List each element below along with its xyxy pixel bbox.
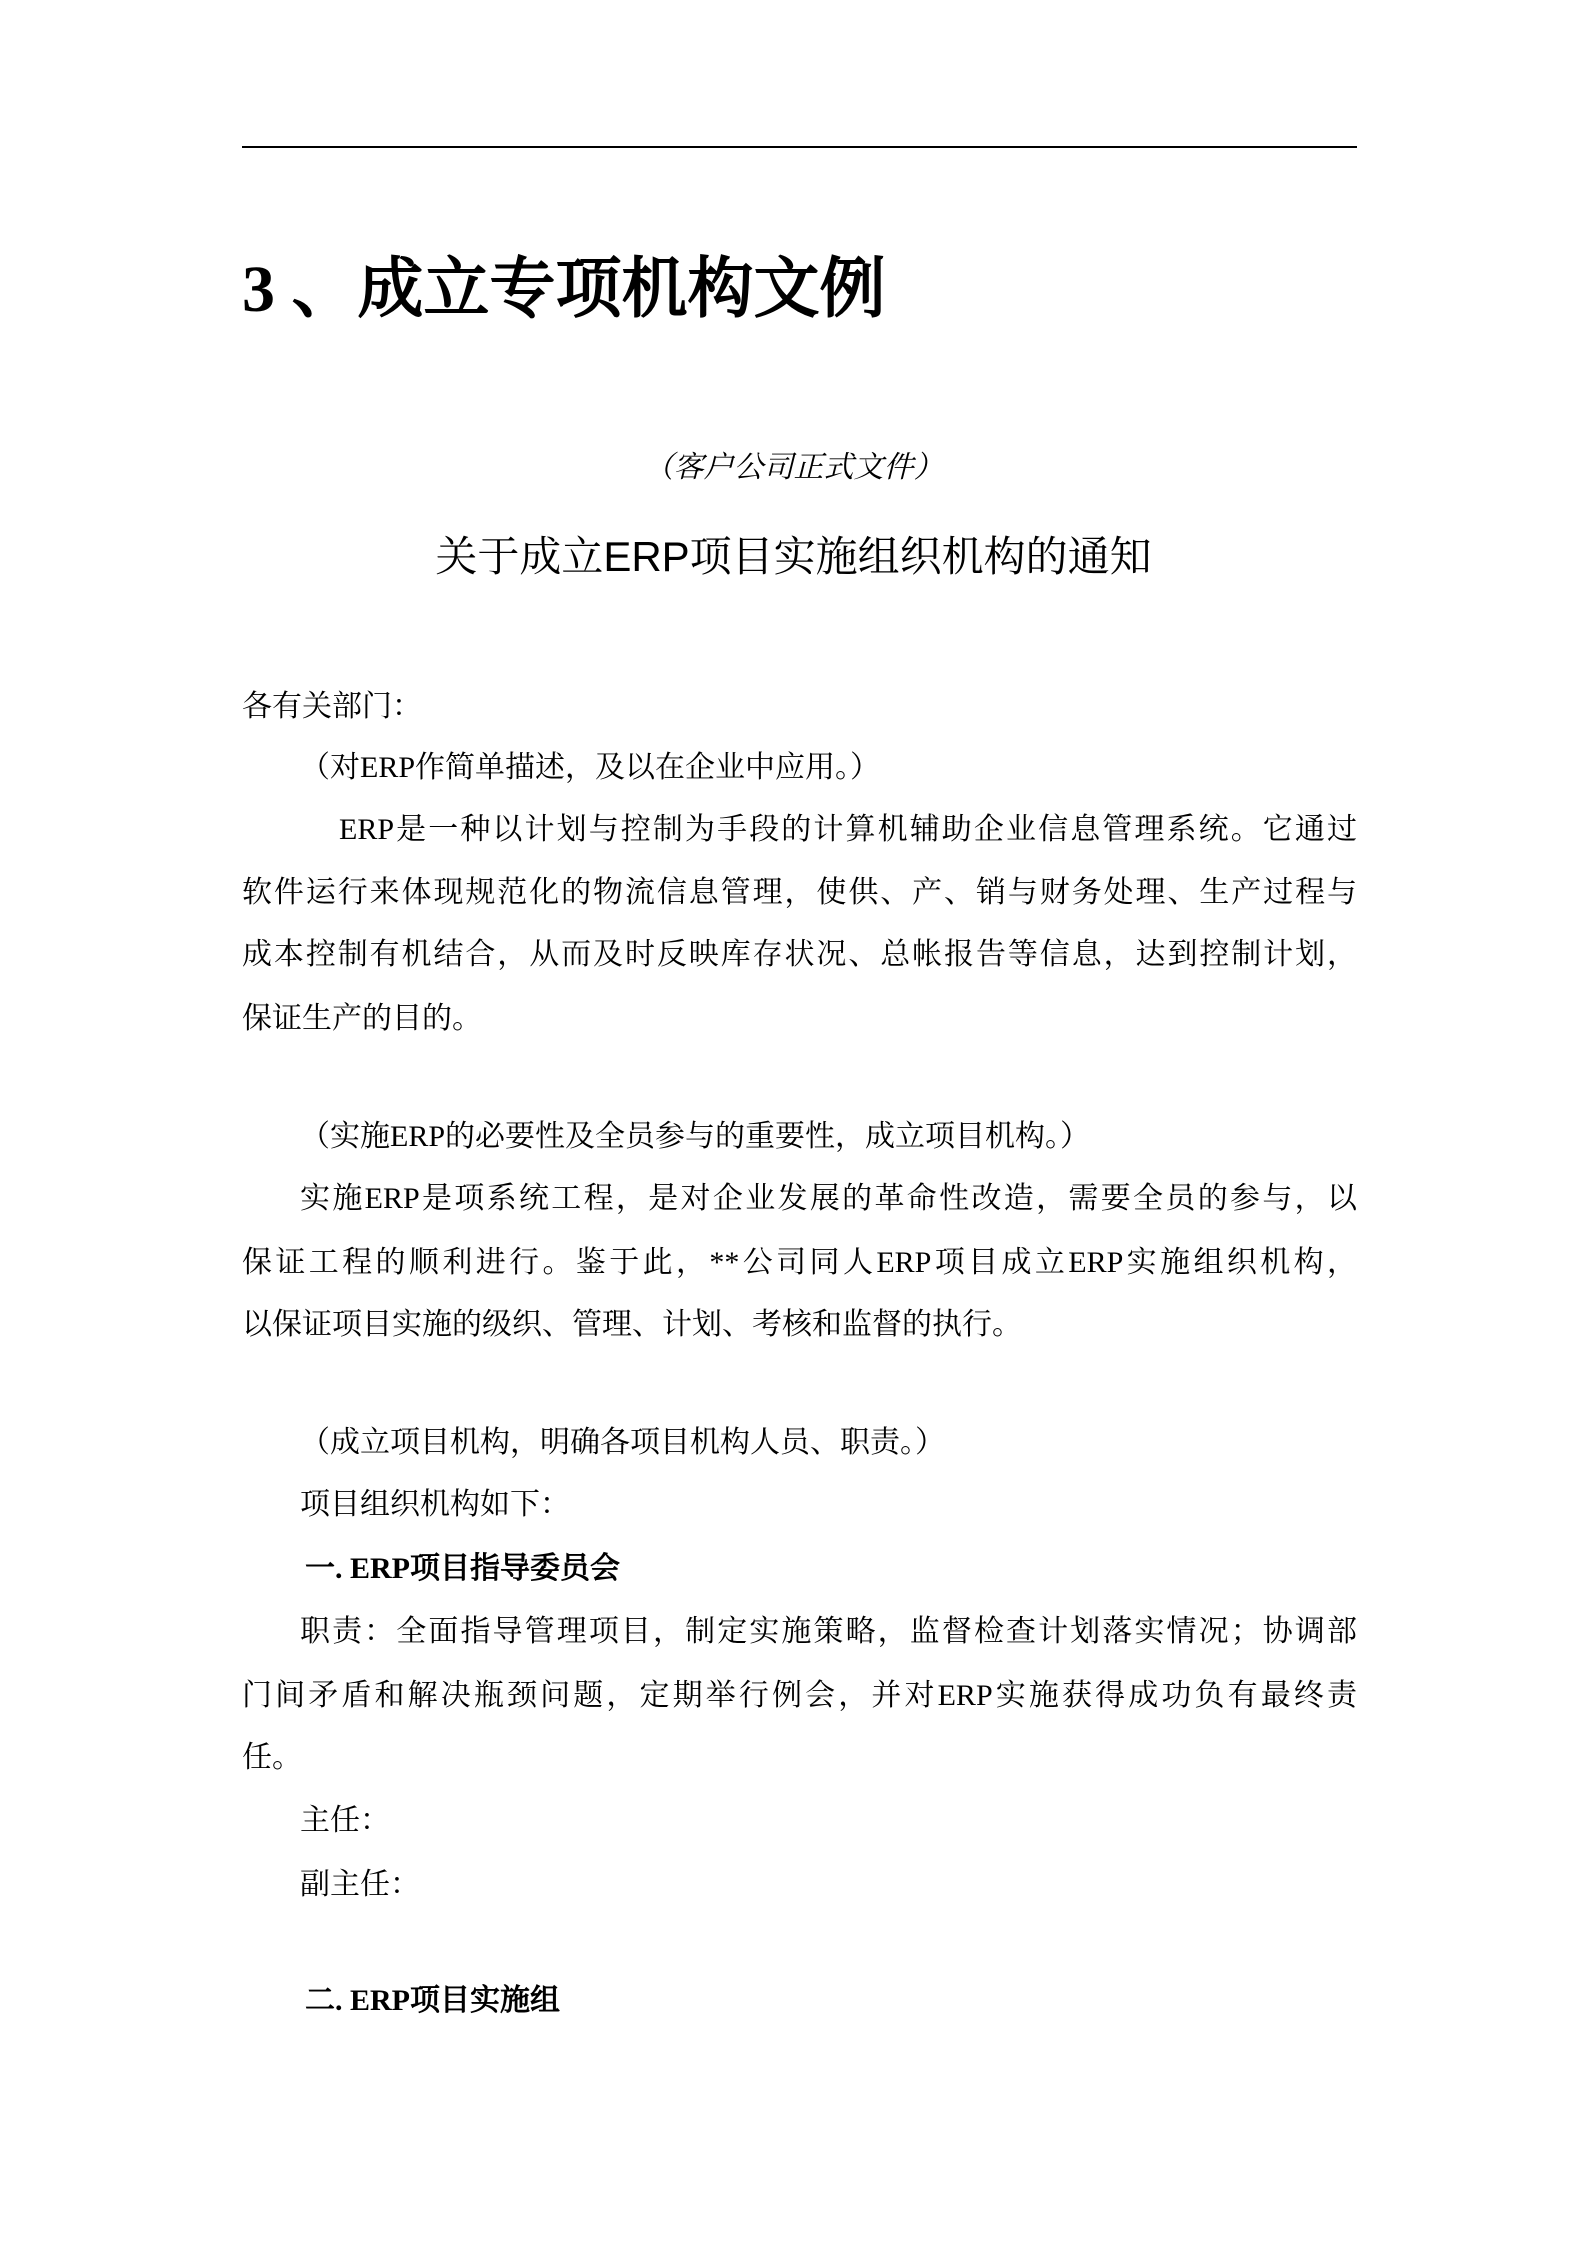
- note-erp-description: （对ERP作简单描述，及以在企业中应用。）: [300, 751, 881, 784]
- paragraph-line: 成本控制有机结合，从而及时反映库存状况、总帐报告等信息，达到控制计划，: [242, 938, 1357, 971]
- section2-title: 二. ERP项目实施组: [305, 1984, 560, 2017]
- paragraph-line: 任。: [242, 1741, 302, 1774]
- paragraph-line: 实施ERP是项系统工程，是对企业发展的革命性改造，需要全员的参与，以: [300, 1182, 1357, 1215]
- paragraph-line: 保证工程的顺利进行。鉴于此，**公司同人ERP项目成立ERP实施组织机构，: [242, 1246, 1357, 1279]
- director-label: 主任：: [300, 1804, 390, 1837]
- section-heading: 3 、成立专项机构文例: [242, 253, 886, 326]
- note-organization: （成立项目机构，明确各项目机构人员、职责。）: [300, 1426, 945, 1459]
- paragraph-line: ERP是一种以计划与控制为手段的计算机辅助企业信息管理系统。它通过: [339, 813, 1357, 846]
- document-title: 关于成立ERP项目实施组织机构的通知: [435, 533, 1152, 580]
- paragraph-line: 门间矛盾和解决瓶颈问题，定期举行例会，并对ERP实施获得成功负有最终责: [242, 1679, 1357, 1712]
- header-rule: [242, 146, 1357, 148]
- deputy-director-label: 副主任：: [300, 1868, 420, 1901]
- paragraph-line: 保证生产的目的。: [242, 1002, 482, 1035]
- org-intro: 项目组织机构如下：: [300, 1488, 570, 1521]
- paragraph-line: 以保证项目实施的级织、管理、计划、考核和监督的执行。: [242, 1308, 1022, 1341]
- document-type: （客户公司正式文件）: [643, 451, 944, 484]
- salutation: 各有关部门：: [242, 690, 422, 723]
- section1-title: 一. ERP项目指导委员会: [305, 1552, 620, 1585]
- paragraph-line: 软件运行来体现规范化的物流信息管理，使供、产、销与财务处理、生产过程与: [242, 876, 1357, 909]
- note-necessity: （实施ERP的必要性及全员参与的重要性，成立项目机构。）: [300, 1120, 1091, 1153]
- paragraph-line: 职责：全面指导管理项目，制定实施策略，监督检查计划落实情况；协调部: [300, 1615, 1357, 1648]
